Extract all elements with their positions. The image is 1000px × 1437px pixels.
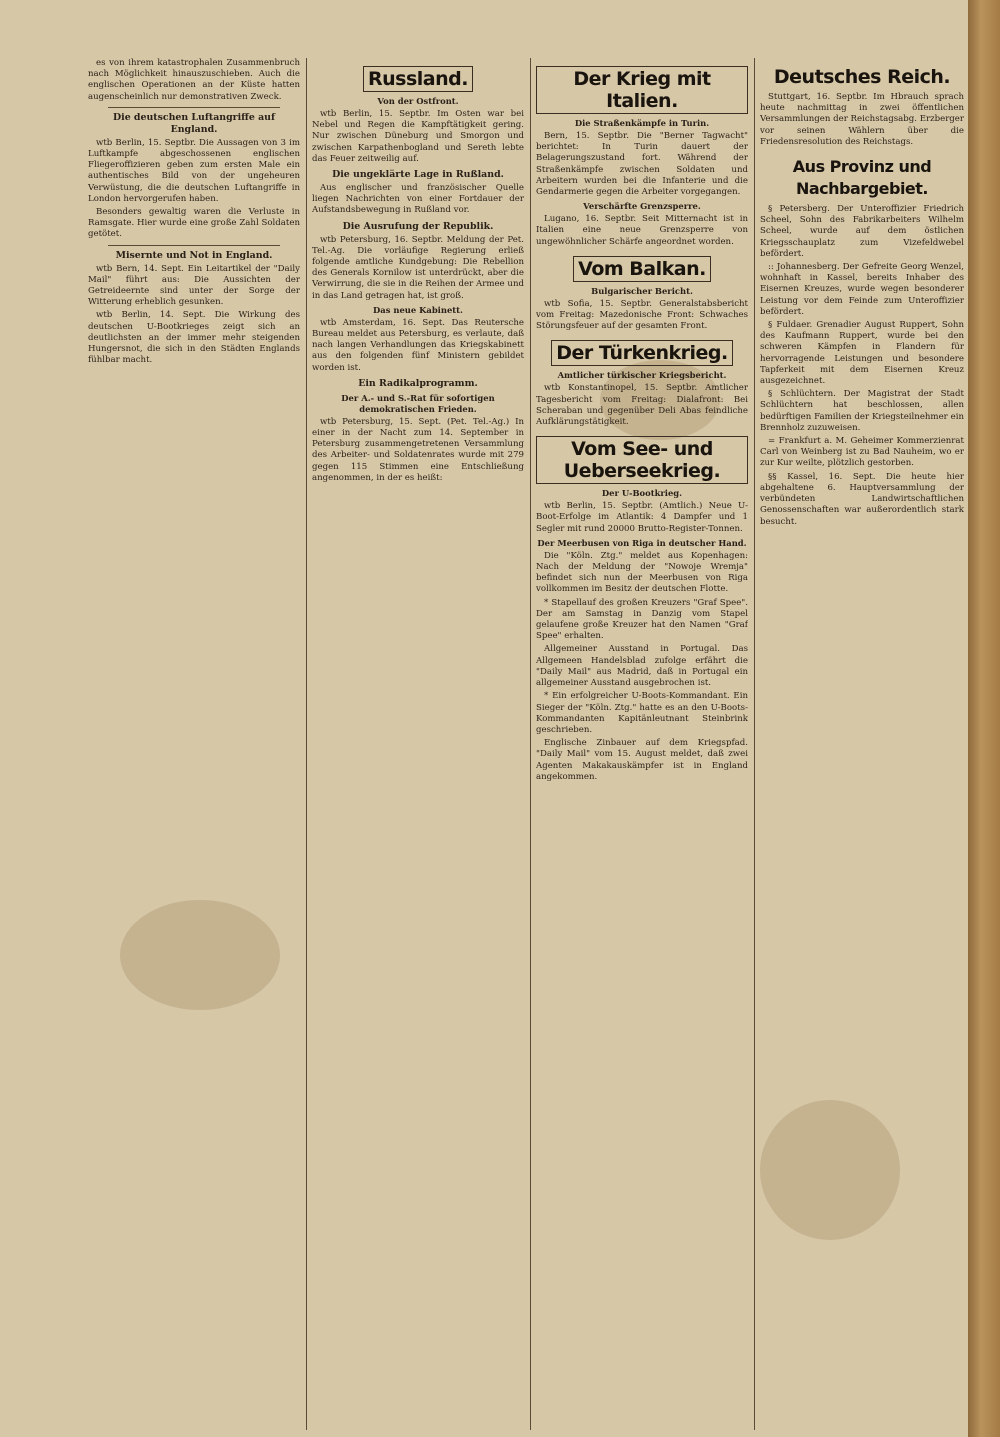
column-rule: [530, 58, 531, 1430]
article-paragraph: * Ein erfolgreicher U-Boots-Kommandant. Ein Sieger der "Köln. Ztg." hatte es an den U-Boots-Kommandanten Kapitänleutnant Steinbrink geschrieben.: [536, 691, 748, 735]
article-paragraph: wtb Konstantinopel, 15. Septbr. Amtlicher Tagesbericht vom Freitag: Dialafront: Bei Scheraban und gegenüber Deli Abas feindliche Aufklärungstätigkeit.: [536, 383, 748, 428]
section-title-russland: Russland.: [312, 66, 524, 92]
section-heading: Amtlicher türkischer Kriegsbericht.: [557, 370, 727, 381]
section-heading: Die Straßenkämpfe in Turin.: [574, 118, 710, 128]
article-paragraph: wtb Berlin, 15. Septbr. (Amtlich.) Neue U-Boot-Erfolge im Atlantik: 4 Dampfer und 1 Segler mit rund 20000 Brutto-Register-Tonnen.: [536, 501, 748, 534]
section-heading: Bulgarischer Bericht.: [591, 285, 693, 296]
column-2: [312, 58, 524, 1430]
section-heading: Misernte und Not in England.: [115, 249, 273, 261]
article-paragraph: § Schlüchtern. Der Magistrat der Stadt Schlüchtern hat beschlossen, allen bedürftigen Familien der Kriegsteilnehmer ein Brennholz zuzuweisen.: [760, 389, 964, 433]
article-paragraph: Englische Zinbauer auf dem Kriegspfad. "Daily Mail" vom 15. August meldet, daß zwei Agenten Makakauskämpfer ist in England angekommen.: [536, 738, 748, 782]
section-title-deutsches-reich: Deutsches Reich.: [773, 66, 951, 88]
article-paragraph: wtb Bern, 14. Sept. Ein Leitartikel der "Daily Mail" führt aus: Die Aussichten der Getreideernte sind unter der Sorge der Witterung erheblich gesunken.: [88, 263, 300, 308]
section-heading: Von der Ostfront.: [377, 96, 459, 106]
column-3: [536, 58, 748, 1430]
section-title-italien: Der Krieg mit Italien.: [536, 66, 748, 114]
article-paragraph: wtb Amsterdam, 16. Sept. Das Reutersche Bureau meldet aus Petersburg, es verlaute, daß nach langen Verhandlungen das Kriegskabinett aus den folgenden fünf Ministern gebildet worden ist.: [312, 317, 524, 373]
divider: [108, 107, 280, 108]
column-4: [760, 58, 964, 1430]
lead-text: es von ihrem katastrophalen Zusammenbruch nach Möglichkeit hinauszuschieben. Auch die englischen Operationen an der Küste hatten augenscheinlich nur demonstrativen Zweck.: [88, 58, 300, 102]
article-paragraph: Lugano, 16. Septbr. Seit Mitternacht ist in Italien eine neue Grenzsperre von ungewöhnlicher Schärfe angeordnet worden.: [536, 214, 748, 247]
article-paragraph: * Stapellauf des großen Kreuzers "Graf Spee". Der am Samstag in Danzig vom Stapel gelaufene große Kreuzer hat den Namen "Graf Spee" erhalten.: [536, 597, 748, 642]
section-title-seekrieg: Vom See- und Ueberseekrieg.: [536, 436, 748, 484]
section-title-provinz: Aus Provinz und Nachbargebiet.: [792, 157, 932, 199]
article-paragraph: Bern, 15. Septbr. Die "Berner Tagwacht" berichtet: In Turin dauert der Belagerungszustand fort. Während der Straßenkämpfe zwischen Soldaten und Arbeitern wurden bei die Infanterie und die Gendarmerie gegen die Arbeiter vorgegangen.: [536, 131, 748, 198]
divider: [108, 245, 280, 246]
section-title-tuerkenkrieg: Der Türkenkrieg.: [536, 340, 748, 366]
article-paragraph: wtb Petersburg, 15. Sept. (Pet. Tel.-Ag.) In einer in der Nacht zum 14. September in Petersburg zusammengetretenen Versammlung des Arbeiter- und Soldatenrates wurde mit 279 gegen 115 Stimmen eine Entschließung angenommen, in der es heißt:: [312, 416, 524, 483]
column-1: [88, 58, 300, 1430]
article-paragraph: wtb Berlin, 15. Septbr. Die Aussagen von 3 im Luftkampfe abgeschossenen englischen Fliegeroffizieren geben zum ersten Male ein authentisches Bild von der ungeheuren Verwüstung, die die deutschen Luftangriffe in London hervorgerufen haben.: [88, 137, 300, 204]
article-paragraph: Stuttgart, 16. Septbr. Im Hbrauch sprach heute nachmittag in zwei öffentlichen Versammlungen der Reichstagsabg. Erzberger vor seinen Wählern über die Friedensresolution des Reichstags.: [760, 92, 964, 147]
article-paragraph: Die "Köln. Ztg." meldet aus Kopenhagen: Nach der Meldung der "Nowoje Wremja" befindet sich nun der Meerbusen von Riga vollkommen im Besitz der deutschen Flotte.: [536, 550, 748, 595]
section-heading: Ein Radikalprogramm.: [358, 377, 478, 389]
section-title-balkan: Vom Balkan.: [536, 256, 748, 282]
page-edge: [968, 0, 1000, 1437]
section-heading: Die deutschen Luftangriffe auf England.: [113, 111, 275, 135]
article-paragraph: Allgemeiner Ausstand in Portugal. Das Allgemeen Handelsblad zufolge erfährt die "Daily Mail" aus Madrid, daß in Portugal ein allgemeiner Ausstand ausgebrochen ist.: [536, 644, 748, 689]
column-rule: [306, 58, 307, 1430]
section-heading: Verschärfte Grenzsperre.: [583, 201, 701, 212]
section-heading: Der A.- und S.-Rat für sofortigen demokratischen Frieden.: [341, 392, 495, 414]
section-heading: Das neue Kabinett.: [373, 304, 463, 315]
article-paragraph: wtb Petersburg, 16. Septbr. Meldung der Pet. Tel.-Ag. Die vorläufige Regierung erließ folgende amtliche Kundgebung: Die Rebellion des Generals Kornilow ist unterdrückt, aber die Verwirrung, die sie in die Reihen der Armee und in das Land getragen hat, ist groß.: [312, 234, 524, 301]
article-paragraph: § Petersberg. Der Unteroffizier Friedrich Scheel, Sohn des Fabrikarbeiters Wilhelm Scheel, wurde auf dem östlichen Kriegsschauplatz zum Vizefeldwebel befördert.: [760, 204, 964, 259]
article-paragraph: wtb Berlin, 15. Septbr. Im Osten war bei Nebel und Regen die Kampftätigkeit gering. Nur zwischen Düneburg und Smorgon und zwischen Karpathenbogland und Sereth lebte das Feuer zeitweilig auf.: [312, 109, 524, 164]
article-paragraph: Aus englischer und französischer Quelle liegen Nachrichten von einer Fortdauer der Aufstandsbewegung in Rußland vor.: [312, 183, 524, 216]
article-paragraph: = Frankfurt a. M. Geheimer Kommerzienrat Carl von Weinberg ist zu Bad Nauheim, wo er zur Kur weilte, plötzlich gestorben.: [760, 436, 964, 469]
section-heading: Die ungeklärte Lage in Rußland.: [332, 169, 504, 181]
article-paragraph: §§ Kassel, 16. Sept. Die heute hier abgehaltene 6. Hauptversammlung der verbündeten Landwirtschaftlichen Genossenschaften war außerordentlich stark besucht.: [760, 471, 964, 527]
article-paragraph: :: Johannesberg. Der Gefreite Georg Wenzel, wohnhaft in Kassel, bereits Inhaber des Eisernen Kreuzes, wurde wegen besonderer Leistung vor dem Feinde zum Unteroffizier befördert.: [760, 262, 964, 317]
article-paragraph: wtb Berlin, 14. Sept. Die Wirkung des deutschen U-Bootkrieges zeigt sich an deutlichsten an der immer mehr steigenden Hungersnot, die sich in den Städten Englands fühlbar macht.: [88, 310, 300, 366]
article-paragraph: wtb Sofia, 15. Septbr. Generalstabsbericht vom Freitag: Mazedonische Front: Schwaches Störungsfeuer auf der gesamten Front.: [536, 298, 748, 332]
column-rule: [754, 58, 755, 1430]
section-heading: Die Ausrufung der Republik.: [342, 220, 494, 232]
article-paragraph: § Fuldaer. Grenadier August Ruppert, Sohn des Kaufmann Ruppert, wurde bei den schweren Kämpfen in Flandern für hervorragende Leistungen und besondere Tapferkeit mit dem Eisernen Kreuz ausgezeichnet.: [760, 320, 964, 387]
section-heading: Der Meerbusen von Riga in deutscher Hand.: [537, 537, 747, 548]
article-paragraph: Besonders gewaltig waren die Verluste in Ramsgate. Hier wurde eine große Zahl Soldaten getötet.: [88, 207, 300, 240]
section-heading: Der U-Bootkrieg.: [601, 488, 683, 499]
